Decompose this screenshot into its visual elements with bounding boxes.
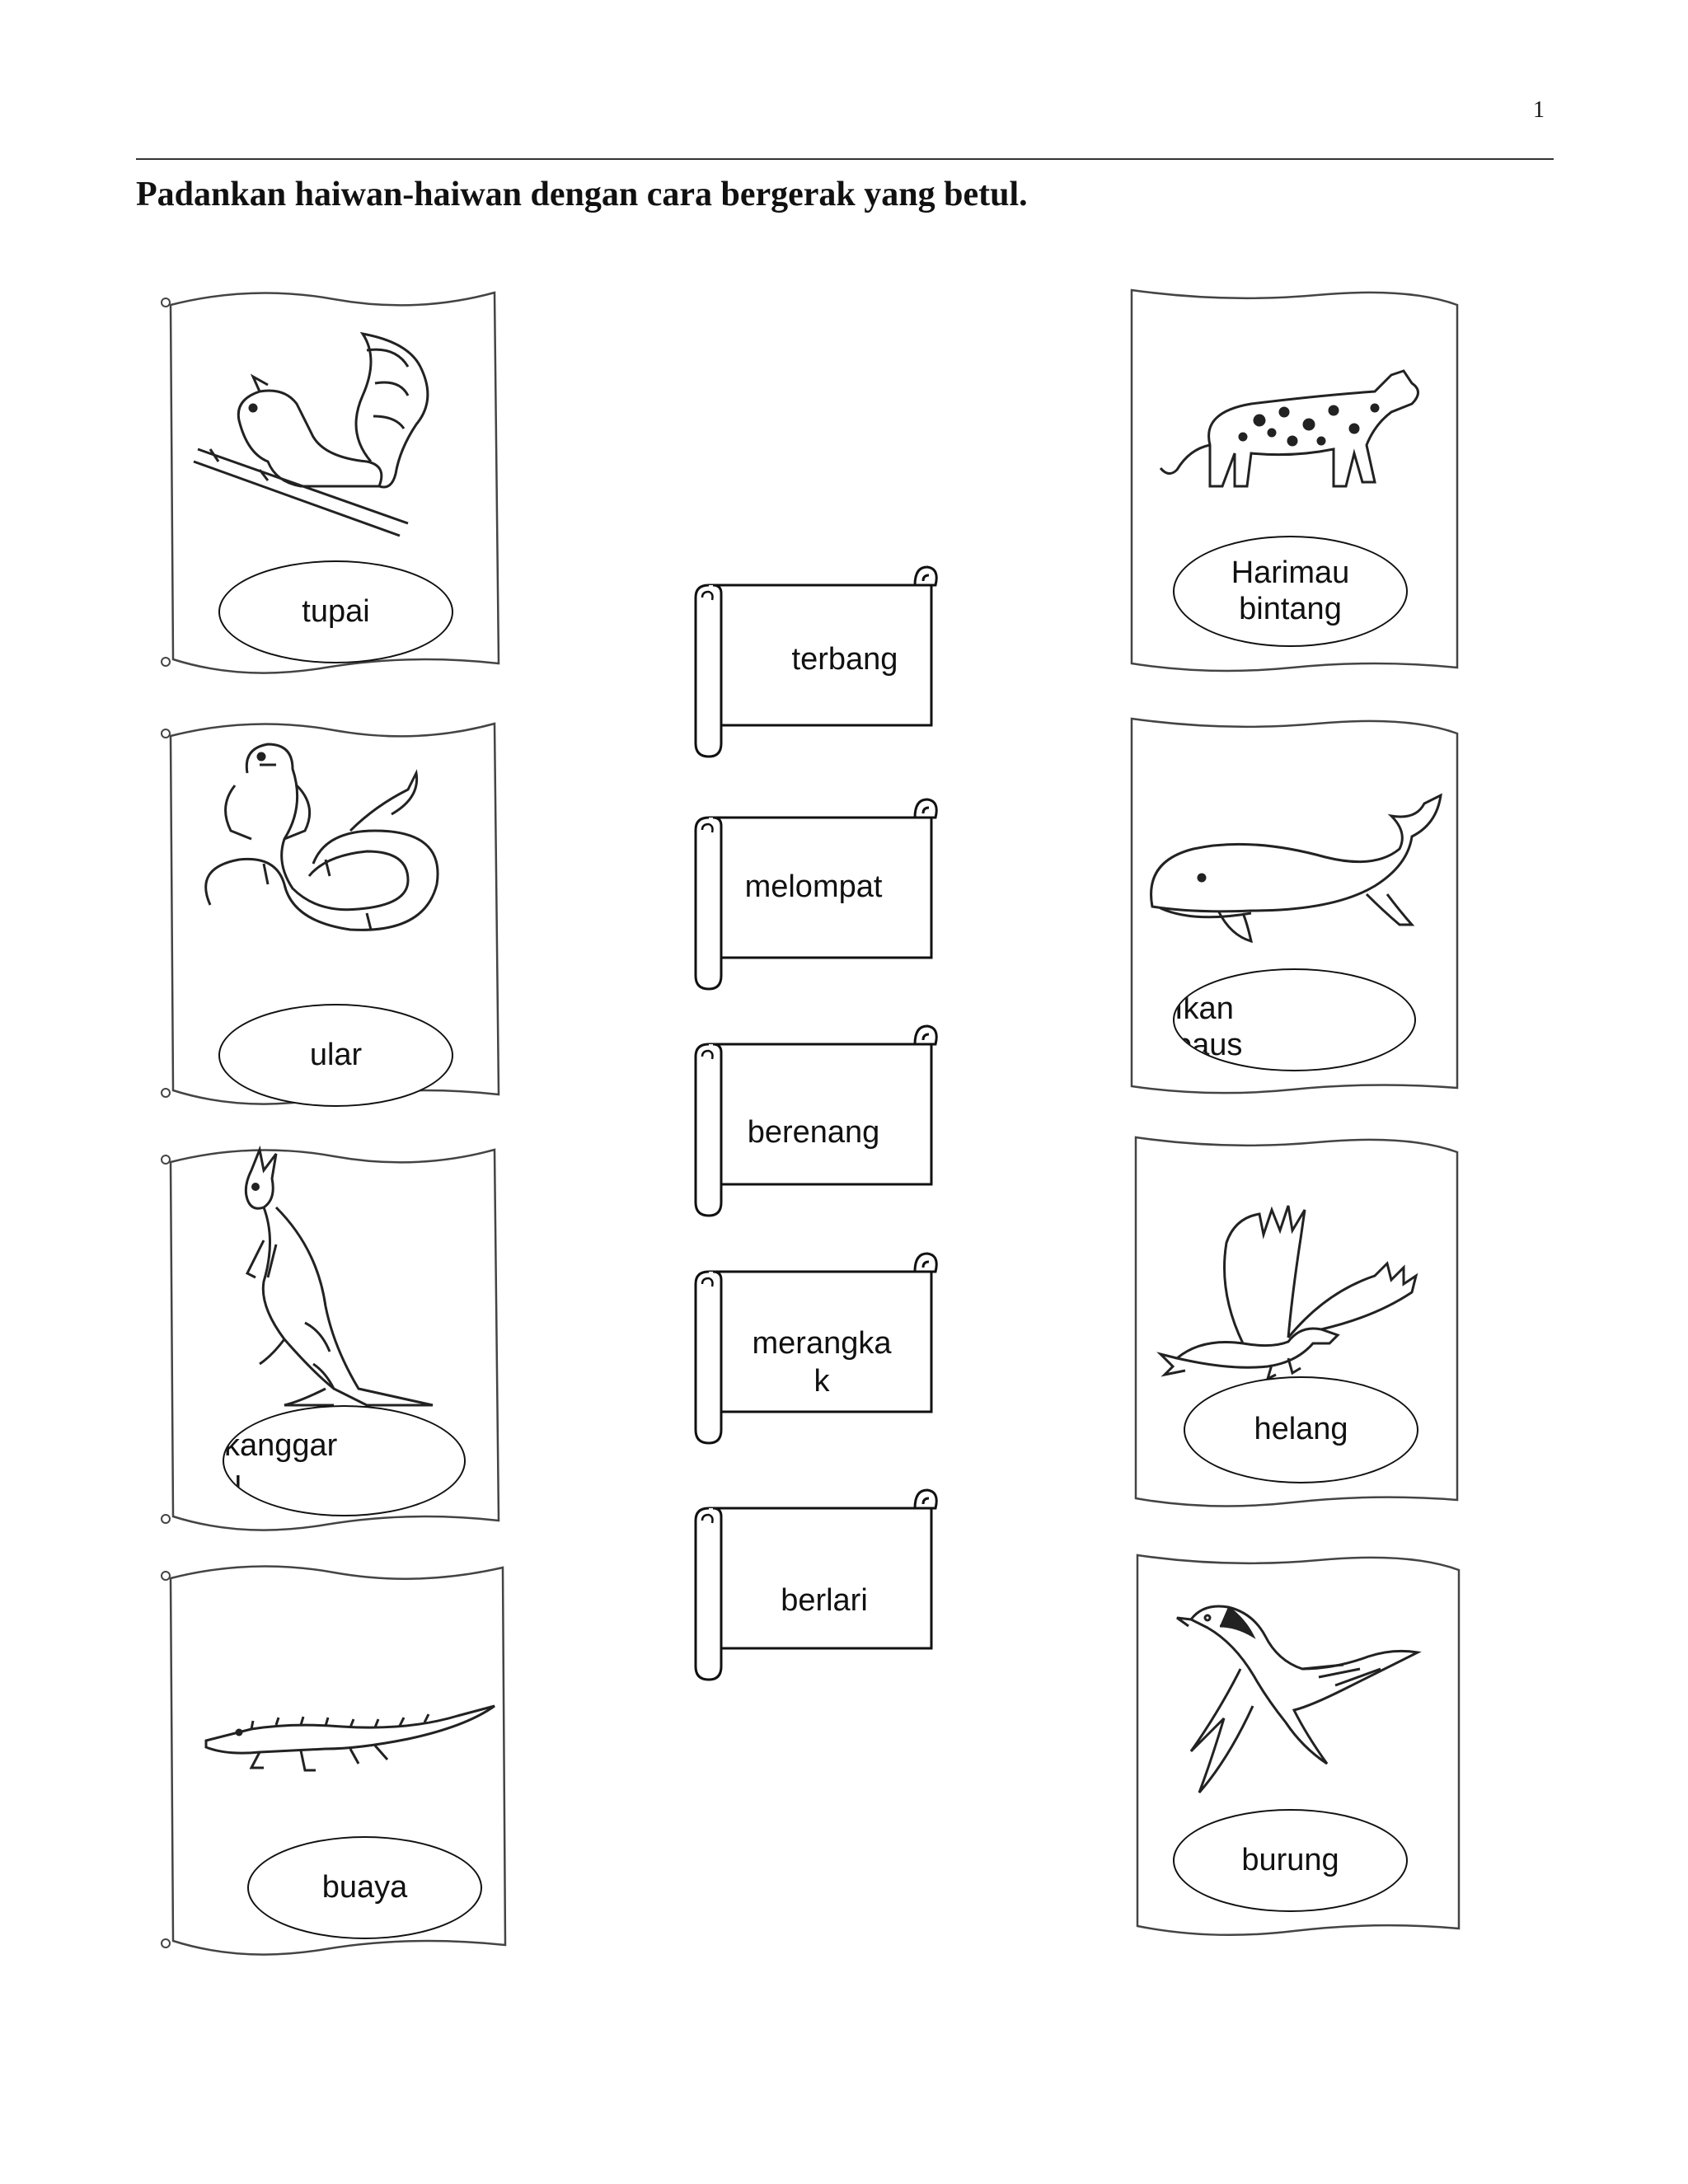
movement-label-line2: k <box>814 1363 830 1399</box>
animal-card-kanggaru <box>161 1141 507 1529</box>
animal-label: kanggar <box>224 1428 338 1463</box>
animal-card-ular <box>161 715 507 1103</box>
animal-label: Ikan <box>1175 991 1234 1026</box>
animal-label-oval <box>247 1836 482 1939</box>
movement-scroll-berlari[interactable] <box>684 1483 940 1681</box>
animal-label-oval <box>1173 968 1416 1071</box>
header-divider <box>136 158 1554 160</box>
animal-label-oval <box>218 560 453 663</box>
movement-label <box>710 1325 933 1400</box>
animal-label-line1: Harimau <box>1231 555 1350 590</box>
movement-label: terbang <box>791 642 898 677</box>
animal-label-oval <box>1173 1809 1408 1912</box>
movement-scroll-berenang[interactable] <box>684 1019 940 1217</box>
movement-label: berlari <box>781 1583 868 1618</box>
page-number: 1 <box>1533 97 1545 123</box>
animal-label: burung <box>1241 1842 1339 1877</box>
animal-card-helang <box>1128 1127 1461 1511</box>
movement-label-line1: merangka <box>752 1326 892 1361</box>
movement-label: berenang <box>747 1115 880 1150</box>
animal-card-burung <box>1129 1545 1463 1937</box>
animal-label-oval <box>1173 536 1408 647</box>
animal-label: tupai <box>302 593 370 629</box>
animal-label: buaya <box>321 1869 408 1905</box>
animal-label-cut-line: u <box>224 1464 242 1499</box>
animal-card-ikan-paus <box>1128 709 1461 1092</box>
animal-label-cut-line: paus <box>1175 1027 1243 1062</box>
animal-label: helang <box>1254 1412 1348 1447</box>
animal-label-oval <box>218 1004 453 1107</box>
animal-card-harimau-bintang <box>1128 280 1461 672</box>
movement-scroll-merangkak[interactable] <box>684 1247 940 1445</box>
movement-scroll-terbang[interactable] <box>684 560 940 758</box>
animal-label-oval <box>223 1405 466 1516</box>
animal-card-buaya <box>161 1558 515 1953</box>
page-instruction: Padankan haiwan-haiwan dengan cara bergerak yang betul. <box>136 176 1028 213</box>
animal-card-tupai <box>161 284 507 672</box>
movement-scroll-melompat[interactable] <box>684 793 940 991</box>
animal-label-line2: bintang <box>1239 591 1342 626</box>
movement-label: melompat <box>744 869 883 904</box>
animal-label-oval <box>1184 1376 1418 1483</box>
animal-label: ular <box>309 1037 363 1072</box>
